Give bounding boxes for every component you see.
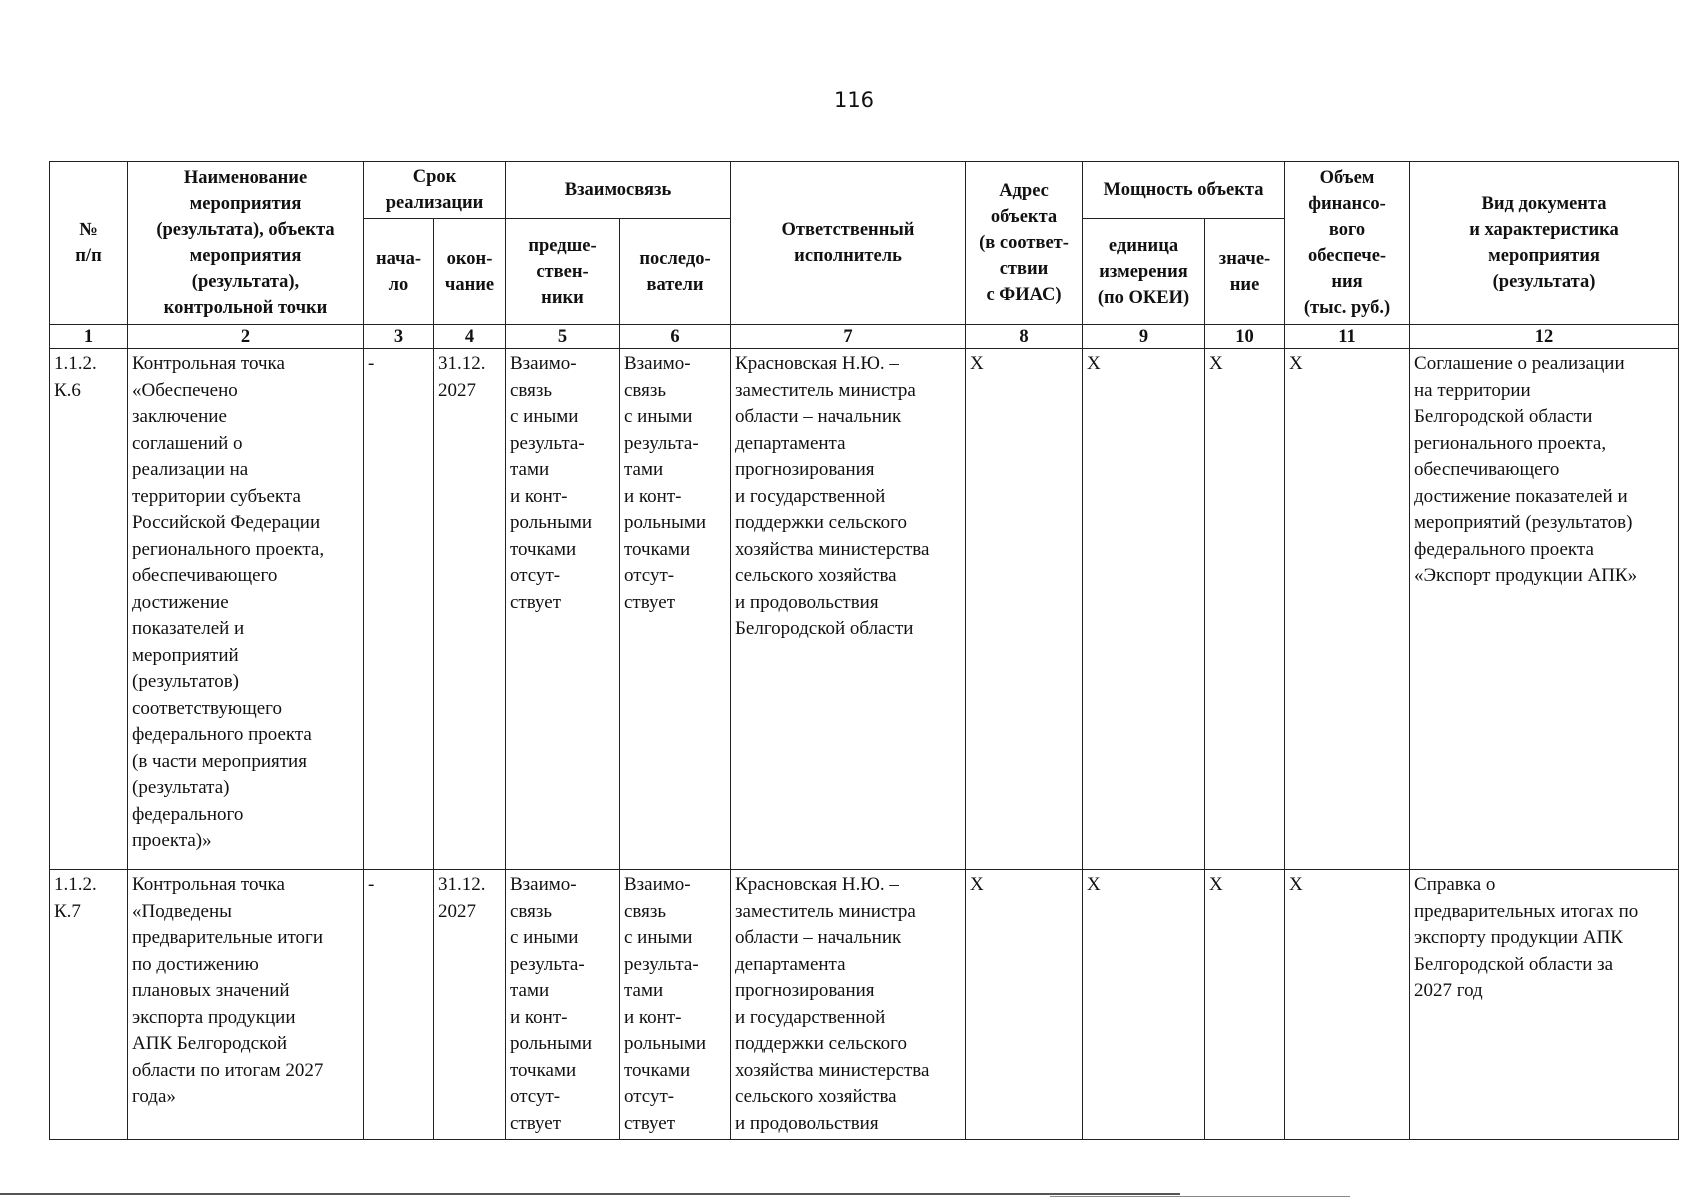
header-term: Срок реализации (364, 162, 506, 219)
header-doc: Вид документа и характеристика мероприятия (результата) (1410, 162, 1679, 325)
cell-unit: X (1083, 349, 1205, 870)
cell-prev: Взаимо- связь с иными результа- тами и конт- рольными точками отсут- ствует (506, 870, 620, 1140)
header-link: Взаимосвязь (506, 162, 731, 219)
cell-doc: Справка о предварительных итогах по экспорту продукции АПК Белгородской области за 2027 год (1410, 870, 1679, 1140)
column-number-row (50, 325, 1679, 349)
header-num: № п/п (50, 162, 128, 325)
column-number: 11 (1285, 325, 1410, 349)
header-link-prev: предше- ствен- ники (506, 219, 620, 325)
cell-start: - (364, 349, 434, 870)
header-address: Адрес объекта (в соответ- ствии с ФИАС) (966, 162, 1083, 325)
cell-doc: Соглашение о реализации на территории Белгородской области регионального проекта, обеспечивающего достижение показателей и мероприятий (результатов) федерального проекта «Экспорт продукции АПК» (1410, 349, 1679, 870)
column-number: 3 (364, 325, 434, 349)
cell-name: Контрольная точка «Обеспечено заключение соглашений о реализации на территории субъекта Российской Федерации регионального проекта, обеспечивающего достижение показателей и мероприятий (результатов) соответствующего федерального проекта (в части мероприятия (результата) федерального проекта)» (128, 349, 364, 870)
column-number: 1 (50, 325, 128, 349)
cell-unit: X (1083, 870, 1205, 1140)
cell-num: 1.1.2. К.6 (50, 349, 128, 870)
cell-name: Контрольная точка «Подведены предварительные итоги по достижению плановых значений экспорта продукции АПК Белгородской области по итогам 2027 года» (128, 870, 364, 1140)
header-capacity-unit: единица измерения (по ОКЕИ) (1083, 219, 1205, 325)
column-number: 7 (731, 325, 966, 349)
cell-value: X (1205, 870, 1285, 1140)
cell-next: Взаимо- связь с иными результа- тами и конт- рольными точками отсут- ствует (620, 349, 731, 870)
footer-rule (0, 1193, 1180, 1195)
header-term-start: нача- ло (364, 219, 434, 325)
cell-prev: Взаимо- связь с иными результа- тами и конт- рольными точками отсут- ствует (506, 349, 620, 870)
page-number: 116 (833, 88, 875, 112)
header-capacity: Мощность объекта (1083, 162, 1285, 219)
header-responsible: Ответственный исполнитель (731, 162, 966, 325)
column-number: 6 (620, 325, 731, 349)
column-number: 5 (506, 325, 620, 349)
cell-address: X (966, 870, 1083, 1140)
table-row (50, 349, 1679, 870)
header-link-next: последо- ватели (620, 219, 731, 325)
column-number: 8 (966, 325, 1083, 349)
cell-end: 31.12. 2027 (434, 870, 506, 1140)
column-number: 4 (434, 325, 506, 349)
cell-start: - (364, 870, 434, 1140)
column-number: 12 (1410, 325, 1679, 349)
cell-responsible: Красновская Н.Ю. – заместитель министра области – начальник департамента прогнозирования и государственной поддержки сельского хозяйства министерства сельского хозяйства и продовольствия (731, 870, 966, 1140)
cell-next: Взаимо- связь с иными результа- тами и конт- рольными точками отсут- ствует (620, 870, 731, 1140)
cell-address: X (966, 349, 1083, 870)
cell-end: 31.12. 2027 (434, 349, 506, 870)
header-finance: Объем финансо- вого обеспече- ния (тыс. руб.) (1285, 162, 1410, 325)
header-term-end: окон- чание (434, 219, 506, 325)
cell-num: 1.1.2. К.7 (50, 870, 128, 1140)
header-capacity-value: значе- ние (1205, 219, 1285, 325)
cell-finance: X (1285, 870, 1410, 1140)
table-row (50, 870, 1679, 1140)
plan-table (49, 161, 1679, 1140)
header-row-1 (50, 162, 1679, 219)
column-number: 10 (1205, 325, 1285, 349)
cell-finance: X (1285, 349, 1410, 870)
footer-rule-secondary (1050, 1196, 1350, 1197)
header-name: Наименование мероприятия (результата), объекта мероприятия (результата), контрольной точки (128, 162, 364, 325)
cell-responsible: Красновская Н.Ю. – заместитель министра области – начальник департамента прогнозирования и государственной поддержки сельского хозяйства министерства сельского хозяйства и продовольствия Белгородской области (731, 349, 966, 870)
column-number: 9 (1083, 325, 1205, 349)
cell-value: X (1205, 349, 1285, 870)
column-number: 2 (128, 325, 364, 349)
